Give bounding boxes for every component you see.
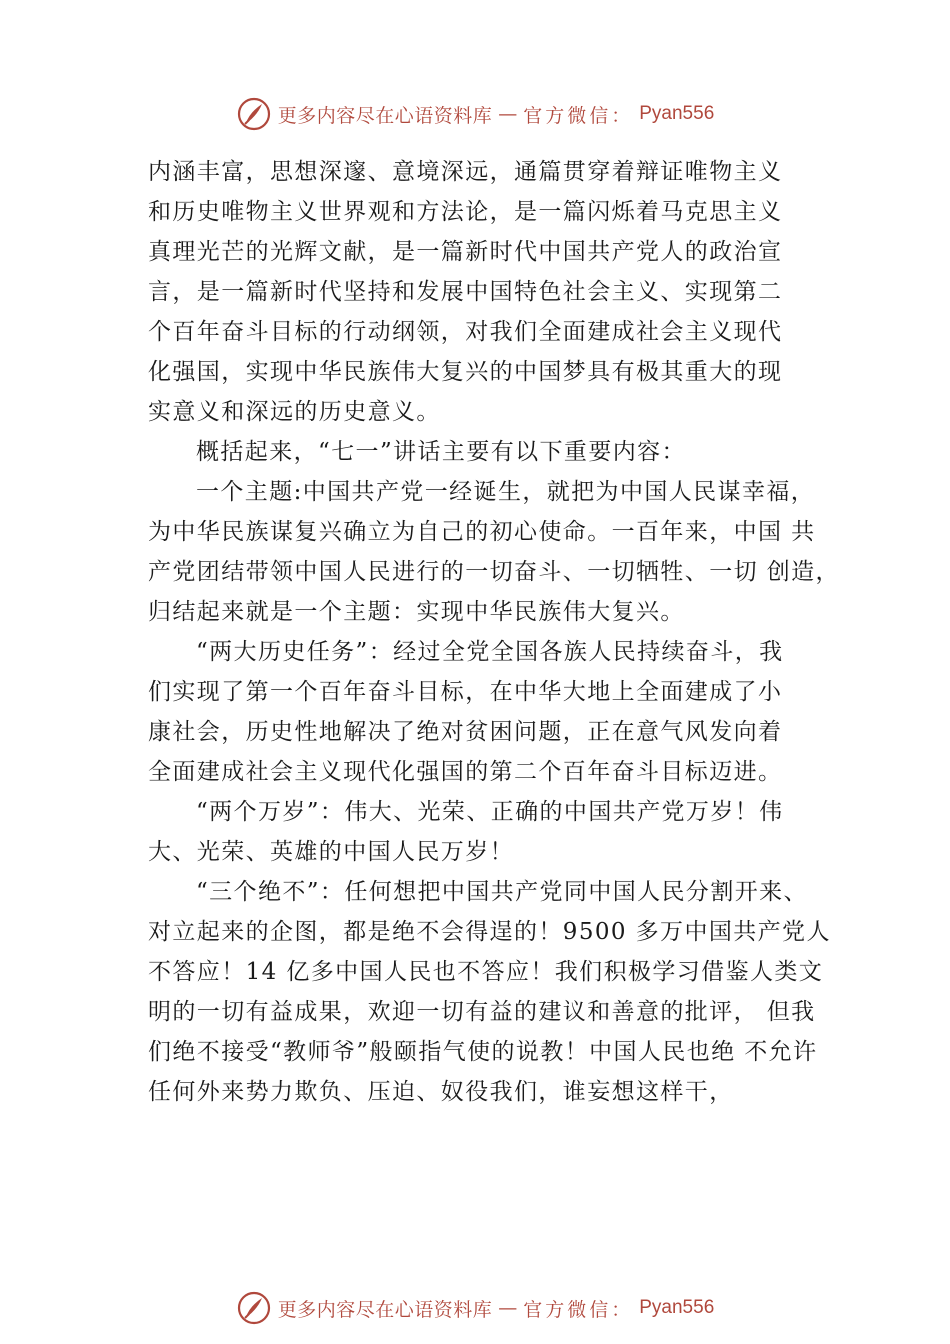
text-line-14: 们实现了第一个百年奋斗目标，在中华大地上全面建成了小 (148, 679, 783, 705)
text-line-23: 们绝不接受“教师爷”般颐指气使的说教！中国人民也绝 不允许 (148, 1039, 818, 1065)
text-line-22: 明的一切有益成果，欢迎一切有益的建议和善意的批评， 但我 (148, 999, 816, 1025)
text-line-4: 言，是一篇新时代坚持和发展中国特色社会主义、实现第二 (148, 279, 783, 305)
banner-dash: — (498, 1297, 518, 1319)
header-watermark-banner (0, 94, 950, 134)
text-line-12: 归结起来就是一个主题：实现中华民族伟大复兴。 (148, 599, 685, 625)
footer-watermark-banner (0, 1288, 950, 1328)
banner-dash: — (498, 103, 518, 125)
document-body (148, 152, 840, 1112)
text-line-1: 内涵丰富，思想深邃、意境深远，通篇贯穿着辩证唯物主义 (148, 159, 783, 185)
text-line-6: 化强国，实现中华民族伟大复兴的中国梦具有极其重大的现 (148, 359, 783, 385)
text-line-9: 一个主题:中国共产党一经诞生，就把为中国人民谋幸福， (196, 479, 816, 505)
text-line-16: 全面建成社会主义现代化强国的第二个百年奋斗目标迈进。 (148, 759, 783, 785)
text-line-19: “三个绝不”：任何想把中国共产党同中国人民分割开来、 (196, 879, 808, 905)
banner-wechat-label: 官方微信： (523, 1298, 634, 1321)
text-line-24: 任何外来势力欺负、压迫、奴役我们，谁妄想这样干， (148, 1079, 734, 1105)
feather-pen-logo-icon (236, 96, 272, 132)
text-line-15: 康社会，历史性地解决了绝对贫困问题，正在意气风发向着 (148, 719, 783, 745)
text-line-18: 大、光荣、英雄的中国人民万岁！ (148, 839, 514, 865)
text-line-11: 产党团结带领中国人民进行的一切奋斗、一切牺牲、一切 创造， (148, 559, 840, 585)
banner-wechat-id: Pyan556 (639, 103, 715, 124)
text-line-21: 不答应！14 亿多中国人民也不答应！我们积极学习借鉴人类文 (148, 959, 824, 985)
feather-pen-logo-icon (236, 1290, 272, 1326)
text-line-8: 概括起来，“七一”讲话主要有以下重要内容： (196, 439, 686, 465)
text-line-5: 个百年奋斗目标的行动纲领，对我们全面建成社会主义现代 (148, 319, 783, 345)
banner-wechat-label: 官方微信： (523, 104, 634, 127)
banner-text: 更多内容尽在心语资料库 (277, 104, 493, 127)
banner-text: 更多内容尽在心语资料库 (277, 1298, 493, 1321)
text-line-10: 为中华民族谋复兴确立为自己的初心使命。一百年来，中国 共 (148, 519, 816, 545)
text-line-13: “两大历史任务”：经过全党全国各族人民持续奋斗，我 (196, 639, 784, 665)
text-line-2: 和历史唯物主义世界观和方法论，是一篇闪烁着马克思主义 (148, 199, 783, 225)
text-line-20: 对立起来的企图，都是绝不会得逞的！9500 多万中国共产党人 (148, 919, 831, 945)
text-line-7: 实意义和深远的历史意义。 (148, 399, 441, 425)
text-line-17: “两个万岁”：伟大、光荣、正确的中国共产党万岁！伟 (196, 799, 784, 825)
banner-wechat-id: Pyan556 (639, 1297, 715, 1318)
text-line-3: 真理光芒的光辉文献，是一篇新时代中国共产党人的政治宣 (148, 239, 783, 265)
